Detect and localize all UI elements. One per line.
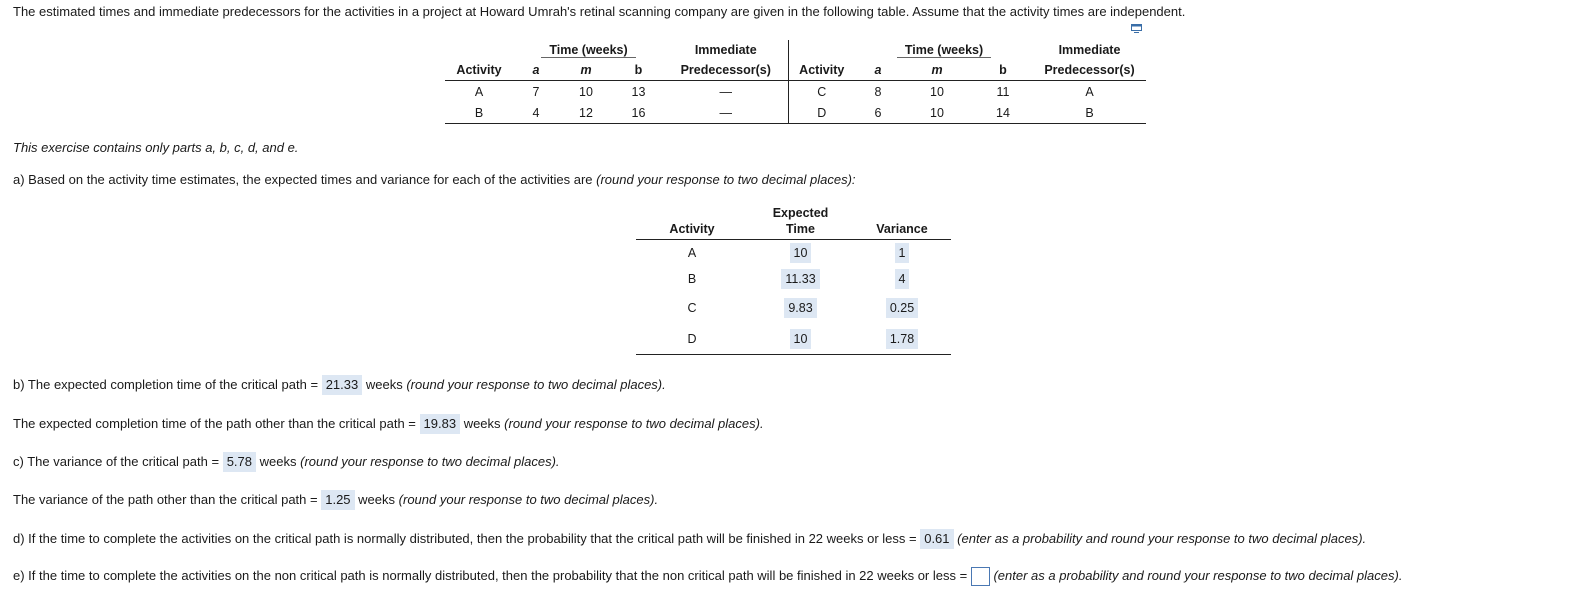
part-c1-text: c) The variance of the critical path = (13, 454, 220, 469)
unit-label: weeks (365, 377, 403, 392)
col-b-left: b (613, 60, 664, 81)
hint-text: (round your response to two decimal places). (300, 454, 560, 469)
activity-estimates-table (445, 40, 1146, 124)
part-c2-prompt (13, 490, 658, 510)
cell-b: 13 (631, 84, 646, 99)
part-d-prompt (13, 529, 1366, 549)
expected-time-answer[interactable]: 10 (790, 243, 812, 263)
immediate-header-right: Immediate (1058, 43, 1121, 57)
part-e-prompt (13, 567, 1402, 586)
expected-time-table (636, 204, 951, 355)
variance-answer[interactable]: 1 (895, 243, 910, 263)
table-row (636, 325, 951, 355)
table-row (636, 266, 951, 292)
hint-text: (round your response to two decimal places). (504, 416, 764, 431)
cell-a: 6 (855, 102, 901, 124)
part-b1-text: b) The expected completion time of the critical path = (13, 377, 319, 392)
hint-text: (round your response to two decimal places). (398, 492, 659, 507)
cell-m: 10 (579, 84, 593, 99)
noncritical-path-time-answer[interactable]: 19.83 (420, 414, 461, 434)
part-a-hint: (round your response to two decimal places): (596, 172, 856, 187)
hint-text: (round your response to two decimal places). (406, 377, 666, 392)
part-a-prompt (13, 172, 856, 187)
cell-pred: — (664, 102, 788, 124)
col-expected-time: Expected Time (748, 204, 853, 240)
immediate-header-left: Immediate (694, 43, 757, 57)
unit-label: weeks (259, 454, 297, 469)
col-m-right: m (901, 60, 973, 81)
time-weeks-group-header-left: Time (weeks) (541, 43, 635, 58)
col-activity: Activity (636, 204, 748, 240)
cell-a: 4 (513, 102, 559, 124)
col-m-left: m (559, 60, 613, 81)
cell-activity: D (636, 325, 748, 355)
part-b2-text: The expected completion time of the path other than the critical path = (13, 416, 416, 431)
part-d-text: d) If the time to complete the activities on the critical path is normally distributed, then the probability that the critical path will be finished in 22 weeks or less = (13, 531, 917, 546)
critical-path-variance-answer[interactable]: 5.78 (223, 452, 256, 472)
col-activity-left: Activity (445, 60, 513, 81)
cell-activity: B (687, 271, 697, 286)
part-a-text: a) Based on the activity time estimates, the expected times and variance for each of the activities are (13, 172, 597, 187)
noncritical-path-variance-answer[interactable]: 1.25 (321, 490, 354, 510)
unit-label: weeks (358, 492, 396, 507)
cell-m: 10 (901, 102, 973, 124)
col-a-left: a (513, 60, 559, 81)
unit-label: weeks (463, 416, 501, 431)
cell-activity: D (788, 102, 855, 124)
part-c2-text: The variance of the path other than the critical path = (13, 492, 318, 507)
table-row (636, 292, 951, 325)
cell-activity: B (445, 102, 513, 124)
col-activity-right: Activity (788, 60, 855, 81)
variance-answer[interactable]: 0.25 (886, 298, 918, 318)
cell-m: 12 (559, 102, 613, 124)
part-e-text: e) If the time to complete the activities on the non critical path is normally distributed, then the probability that the non critical path will be finished in 22 weeks or less = (13, 567, 968, 583)
expected-time-answer[interactable]: 10 (790, 329, 812, 349)
cell-a: 8 (874, 84, 882, 99)
cell-pred: — (719, 84, 732, 99)
expected-time-answer[interactable]: 9.83 (784, 298, 816, 318)
col-pred-left: Predecessor(s) (664, 60, 788, 81)
col-pred-right: Predecessor(s) (1033, 60, 1146, 81)
copy-to-clipboard-icon[interactable] (1131, 24, 1142, 33)
hint-text: (enter as a probability and round your response to two decimal places). (957, 531, 1367, 546)
cell-activity: A (474, 84, 484, 99)
col-variance: Variance (853, 204, 951, 240)
cell-pred: B (1033, 102, 1146, 124)
table-row (636, 240, 951, 266)
cell-a: 7 (532, 84, 540, 99)
part-b2-prompt (13, 414, 764, 434)
part-b1-prompt (13, 375, 666, 395)
cell-b: 16 (613, 102, 664, 124)
table-row (445, 102, 1146, 124)
hint-text: (enter as a probability and round your response to two decimal places). (993, 567, 1403, 583)
col-a-right: a (855, 60, 901, 81)
cell-activity: A (687, 245, 697, 260)
cell-pred: A (1085, 84, 1094, 99)
part-c1-prompt (13, 452, 560, 472)
exercise-note: This exercise contains only parts a, b, c, d, and e. (13, 140, 299, 155)
expected-time-answer[interactable]: 11.33 (781, 269, 819, 289)
intro-text: The estimated times and immediate predecessors for the activities in a project at Howard Umrah's retinal scanning company are given in the following table. Assume that the activity times are independent. (13, 4, 1186, 19)
time-weeks-group-header-right: Time (weeks) (897, 43, 991, 58)
col-b-right: b (973, 60, 1033, 81)
noncritical-path-probability-input[interactable] (971, 567, 990, 586)
critical-path-time-answer[interactable]: 21.33 (322, 375, 363, 395)
cell-activity: C (687, 301, 697, 315)
cell-b: 11 (996, 84, 1010, 99)
variance-answer[interactable]: 1.78 (886, 329, 918, 349)
table-row (445, 81, 1146, 103)
cell-b: 14 (973, 102, 1033, 124)
variance-answer[interactable]: 4 (895, 269, 910, 289)
cell-activity: C (788, 81, 855, 103)
critical-path-probability-answer[interactable]: 0.61 (920, 529, 953, 549)
cell-m: 10 (930, 84, 944, 99)
